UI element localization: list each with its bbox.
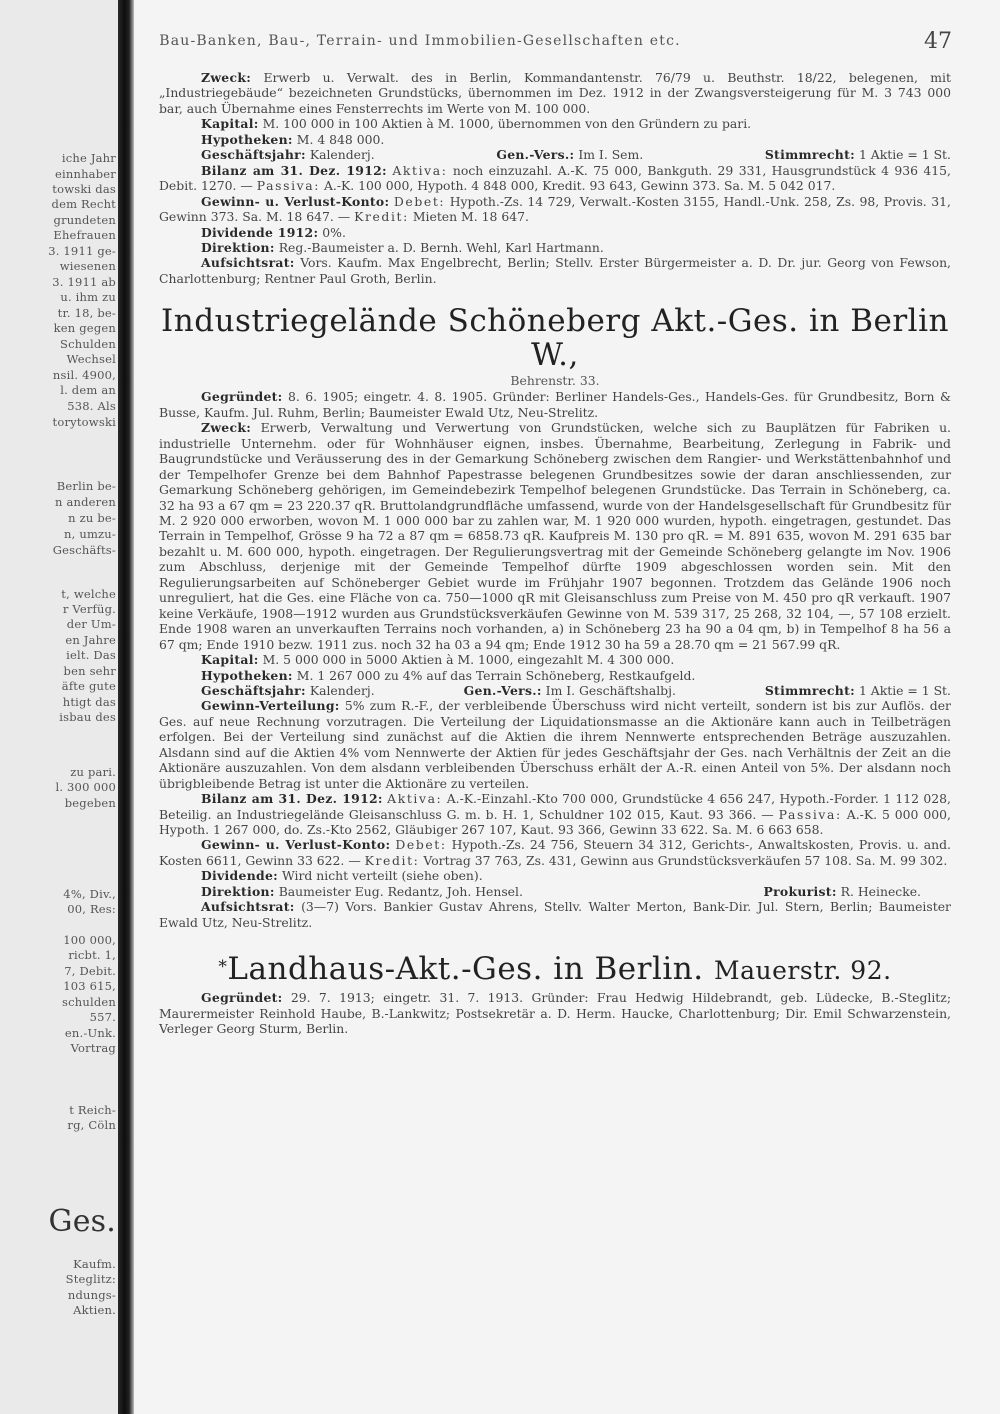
margin-fragment: ricbt. 1, [68,948,116,962]
margin-fragment: 103 615, [63,979,116,993]
s1-guv: Gewinn- u. Verlust-Konto: Debet: Hypoth.-Zs. 14 729, Verwalt.-Kosten 3155, Handl.-Unk. 258, Zs. 98, Provis. 31, Gewinn 373. Sa. M. 18 647. — Kredit: Mieten M. 18 647. [159,193,951,225]
margin-fragment: ielt. Das [66,648,116,662]
margin-fragment: dem Recht [51,197,116,211]
s1-kapital: Kapital: M. 100 000 in 100 Aktien à M. 1000, übernommen von den Gründern zu pari. [201,116,752,132]
margin-fragment: n, umzu- [64,527,116,541]
margin-fragment: grundeten [53,213,116,227]
margin-fragment: n anderen [54,495,116,509]
margin-fragment: Berlin be- [56,479,116,493]
s2-guv: Gewinn- u. Verlust-Konto: Debet: Hypoth.-Zs. 24 756, Steuern 34 312, Gerichts-, Anwaltskosten, Provis. u. and. Kosten 6611, Gewinn 33 622. — Kredit: Vortrag 37 763, Zs. 431, Gewinn aus Grundstücksverkäufen 57 108. Sa. M. 99 302. [159,837,951,868]
s1-aufsichtsrat: Aufsichtsrat: Vors. Kaufm. Max Engelbrecht, Berlin; Stellv. Erster Bürgermeister a. D. Dr. jur. Georg von Fewson, Charlottenburg; Rentner Paul Groth, Berlin. [159,255,951,286]
company-title-landhaus: *Landhaus-Akt.-Ges. in Berlin. Mauerstr. 92. [218,951,892,988]
margin-fragment: der Um- [66,617,116,631]
margin-fragment: 7, Debit. [64,964,116,978]
margin-fragment: ken gegen [53,321,116,335]
margin-fragment: schulden [61,995,116,1009]
margin-fragment: Geschäfts- [52,543,116,557]
margin-fragment: Wechsel [66,352,116,366]
margin-fragment: 00, Res: [67,902,116,916]
s2-aufsichtsrat: Aufsichtsrat: (3—7) Vors. Bankier Gustav Ahrens, Stellv. Walter Merton, Bank-Dir. Jul. Stern, Berlin; Baumeister Ewald Utz, Neu-Strelitz. [159,899,951,930]
margin-fragment: l. dem an [60,383,116,397]
margin-fragment: Steglitz: [65,1272,116,1286]
margin-fragment: Schulden [60,337,116,351]
page-content [159,70,951,1037]
margin-fragment: Vortrag [70,1041,116,1055]
margin-fragment: isbau des [59,710,116,724]
margin-fragment: 557. [89,1010,116,1024]
margin-fragment: Aktien. [73,1303,116,1317]
s3-gegruendet: Gegründet: 29. 7. 1913; eingetr. 31. 7. 1913. Gründer: Frau Hedwig Hildebrandt, geb. Lüdecke, B.-Steglitz; Maurermeister Reinhold Haube, B.-Lankwitz; Postsekretär a. D. Herm. Haucke, Charlottenburg; Dir. Emil Schwarzenstein, Verleger Georg Sturm, Berlin. [159,990,951,1037]
s2-bilanz: Bilanz am 31. Dez. 1912: Aktiva: A.-K.-Einzahl.-Kto 700 000, Grundstücke 4 656 247, Hypoth.-Forder. 1 112 028, Beteilig. an Industriegelände Gleisanschluss G. m. b. H. 1, Schuldner 102 015, Kaut. 93 366. — Passiva: A.-K. 5 000 000, Hypoth. 1 267 000, do. Zs.-Kto 2562, Gläubiger 267 107, Kaut. 93 366, Gewinn 33 622. Sa. M. 6 663 658. [159,791,951,838]
margin-fragment: 100 000, [63,933,116,947]
margin-fragment: nsil. 4900, [52,368,116,382]
margin-fragment: 3. 1911 ge- [48,244,116,258]
left-margin-strip [0,0,120,1414]
margin-fragment: ben sehr [63,664,116,678]
margin-fragment: tr. 18, be- [57,306,116,320]
margin-fragment: Kaufm. [73,1257,116,1271]
s1-hypotheken: Hypotheken: M. 4 848 000. [201,131,385,147]
margin-fragment: htigt das [62,695,116,709]
s2-direktion: Direktion: Baumeister Eug. Redantz, Joh. Hensel. Prokurist: R. Heinecke. [201,883,921,899]
margin-fragment: t, welche [61,587,116,601]
margin-fragment: zu pari. [70,765,116,779]
s2-gegruendet: Gegründet: 8. 6. 1905; eingetr. 4. 8. 1905. Gründer: Berliner Handels-Ges., Handels-Ges. für Grundbesitz, Born & Busse, Kaufm. Jul. Ruhm, Berlin; Baumeister Ewald Utz, Neu-Strelitz. [159,389,951,420]
margin-fragment: äfte gute [61,679,116,693]
margin-fragment: towski das [52,182,116,196]
margin-fragment: begeben [64,796,116,810]
s2-zweck: Zweck: Erwerb, Verwaltung und Verwertung von Grundstücken, welche sich zu Bauplätzen für Fabriken u. industrielle Unternehm. oder für Wohnhäuser eignen, insbes. Übernahme, Bearbeitung, Zerlegung in Fabrik- und Baugrundstücke und Veräusserung des in der Gemarkung Schöneberg zwischen dem Rangier- und Werkstättenbahnhof und der Tempelhofer Grenze bei dem Bahnhof Papestrasse belegenen Grundbesitzes sowie der daran anschliessenden, zur Gemarkung Schöneberg gehörigen, im Gemeindebezirk Tempelhof belegenen Grundstücke. Das Terrain in Schöneberg, ca. 32 ha 93 a 67 qm = 23 220.37 qR. Bruttolandgrundfläche umfassend, wurde von der Handelsgesellschaft für Grundbesitz für M. 2 920 000 erworben, wovon M. 1 000 000 bar zu zahlen war, M. 1 920 000 wurden, hypoth. eingetragen, gestundet. Das Terrain in Tempelhof, Grösse 9 ha 72 a 87 qm = 6858.73 qR. Kaufpreis M. 130 pro qR. = M. 891 635, wovon M. 291 635 bar bezahlt u. M. 600 000, hypoth. eingetragen. Der Regulierungsvertrag mit der Gemeinde Schöneberg gelangte im Nov. 1906 zum Abschluss, derjenige mit der Gemeinde Tempelhof dürfte 1909 abgeschlossen worden sein. Mit den Regulierungsarbeiten auf Schöneberger Gebiet wurde im Frühjahr 1907 begonnen. Trotzdem das Gelände 1906 noch unreguliert, hat die Ges. eine Fläche von ca. 750—1000 qR mit Gleisanschluss zum Preise von M. 450 pro qR verkauft. 1907 keine Verkäufe, 1908—1912 wurden aus Grundstücksverkäufen Gewinne von M. 539 317, 25 268, 32 104, —, 57 108 erzielt. Ende 1908 waren an unverkauften Terrains noch vorhanden, a) in Schöneberg 23 ha 90 a 04 qm, b) in Tempelhof 8 ha 56 a 67 qm; Ende 1910 bezw. 1911 zus. noch 32 ha 03 a 94 qm; Ende 1912 30 ha 59 a 28.70 qm = 21 567.99 qR. [159,420,951,652]
margin-fragment: torytowski [52,415,116,429]
margin-fragment: Ges. [48,1204,116,1239]
s1-zweck: Zweck: Erwerb u. Verwalt. des in Berlin, Kommandantenstr. 76/79 u. Beuthstr. 18/22, belegenen, mit „Industriegebäude“ bezeichneten Grundstücks, übernommen im Dez. 1912 in der Zwangsversteigerung für M. 3 743 000 bar, auch Übernahme eines Fensterrechts im Werte von M. 100 000. [159,70,951,116]
margin-fragment: iche Jahr [61,151,116,165]
margin-fragment: wiesenen [59,259,116,273]
margin-fragment: r Verfüg. [62,602,116,616]
s1-direktion: Direktion: Reg.-Baumeister a. D. Bernh. Wehl, Karl Hartmann. [201,239,604,255]
margin-fragment: 3. 1911 ab [52,275,116,289]
company-address: Behrenstr. 33. [510,373,600,389]
margin-fragment: Ehefrauen [53,228,116,242]
margin-fragment: 538. Als [67,399,116,413]
company-title-industriegelaende: Industriegelände Schöneberg Akt.-Ges. in Berlin W., [161,303,949,374]
margin-fragment: ndungs- [67,1288,116,1302]
s2-dividende: Dividende: Wird nicht verteilt (siehe oben). [201,868,483,884]
margin-fragment: 4%, Div., [63,887,116,901]
margin-fragment: rg, Cöln [67,1118,116,1132]
s1-dividende: Dividende 1912: 0%. [201,224,346,240]
margin-fragment: n zu be- [68,511,116,525]
margin-fragment: u. ihm zu [60,290,116,304]
s2-geschaeftsjahr-row: Geschäftsjahr: Kalenderj. Gen.-Vers.: Im I. Geschäftshalbj. Stimmrecht: 1 Aktie = 1 St. [201,682,951,698]
s1-geschaeftsjahr-row: Geschäftsjahr: Kalenderj. Gen.-Vers.: Im I. Sem. Stimmrecht: 1 Aktie = 1 St. [201,147,951,163]
margin-fragment: t Reich- [69,1103,116,1117]
margin-fragment: en Jahre [65,633,116,647]
s2-gewinnverteilung: Gewinn-Verteilung: 5% zum R.-F., der verbleibende Überschuss wird nicht verteilt, sondern ist bis zur Auflös. der Ges. auf neue Rechnung vorzutragen. Die Verteilung der Liquidationsmasse an die Aktionäre kann auch in Teilbeträgen erfolgen. Bei der Verteilung sind zunächst auf die Aktien die ihrem Nennwerte entsprechenden Beträge auszuzahlen. Alsdann sind auf die Aktien 4% vom Nennwerte der Aktien für jedes Geschäftsjahr der Ges. nach Verhältnis der Zeit an die Aktionäre auszuzahlen. Von dem alsdann verbleibenden Überschuss erhält der A.-R. einen Anteil von 5%. Der alsdann noch übrigbleibende Betrag ist unter die Aktionäre zu verteilen. [159,698,951,791]
s2-hypotheken: Hypotheken: M. 1 267 000 zu 4% auf das Terrain Schöneberg, Restkaufgeld. [201,667,696,683]
s1-bilanz: Bilanz am 31. Dez. 1912: Aktiva: noch einzuzahl. A.-K. 75 000, Bankguth. 29 331, Hausgrundstück 4 936 415, Debit. 1270. — Passiva: A.-K. 100 000, Hypoth. 4 848 000, Kredit. 93 643, Gewinn 373. Sa. M. 5 042 017. [159,162,951,194]
page-number: 47 [924,29,952,54]
margin-fragment: einnhaber [54,167,116,181]
running-header: Bau-Banken, Bau-, Terrain- und Immobilien-Gesellschaften etc. [159,33,681,49]
book-fold-shadow [118,0,134,1414]
s2-kapital: Kapital: M. 5 000 000 in 5000 Aktien à M. 1000, eingezahlt M. 4 300 000. [201,652,675,668]
margin-fragment: en.-Unk. [64,1026,116,1040]
margin-fragment: l. 300 000 [55,780,116,794]
